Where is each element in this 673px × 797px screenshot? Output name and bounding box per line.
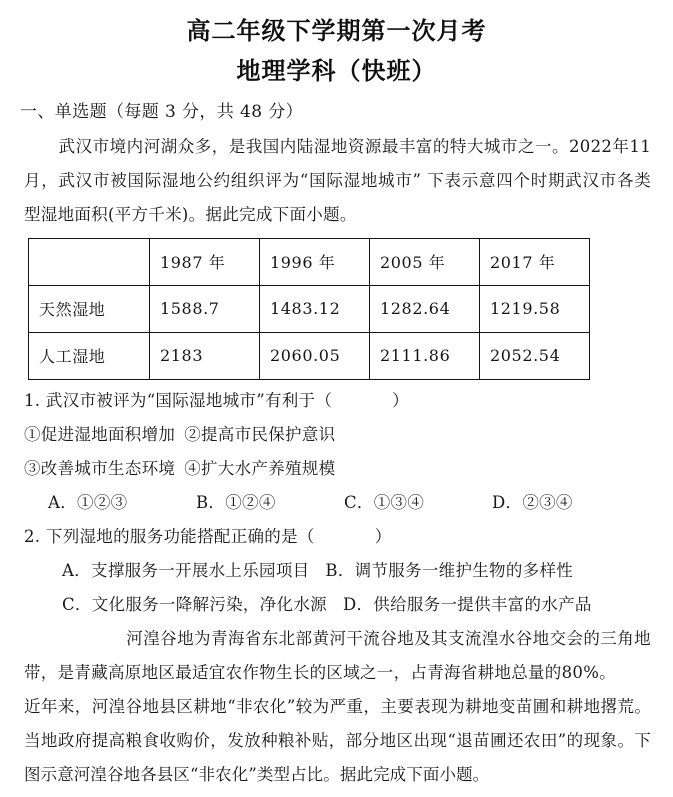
option-b[interactable]: B．调节服务一维护生物的多样性 [325, 560, 574, 580]
option-c[interactable]: C．①③④ [344, 492, 425, 512]
table-column-header: 2005 年 [370, 238, 480, 285]
question-1-stem [18, 384, 655, 418]
question-1-number: 1. [24, 390, 41, 410]
question-1-statements-line-1 [18, 418, 655, 452]
question-1-stem-close: ） [392, 390, 409, 410]
passage-wetland: 武汉市境内河湖众多，是我国内陆湿地资源最丰富的特大城市之一。2022年11月，武汉市被国际湿地公约组织评为“国际湿地城市” 下表示意四个时期武汉市各类型湿地面积(平方千米)。据此完成下面小题。 [24, 136, 651, 224]
wetland-area-table-wrapper [28, 238, 588, 380]
passage-hehuang-part1: 河湟谷地为青海省东北部黄河干流谷地及其支流湟水谷地交会的三角地带，是青藏高原地区最适宜农作物生长的区域之一，占青海省耕地总量的80%。 [24, 628, 651, 682]
question-2-stem-close: ） [374, 526, 392, 546]
option-d[interactable]: D．②③④ [492, 492, 573, 512]
question-1-text: 武汉市被评为“国际湿地城市”有利于（ [45, 390, 333, 410]
statement-item: ①促进湿地面积增加 [24, 424, 176, 444]
wetland-area-table [28, 238, 590, 380]
option-b[interactable]: B．①②④ [196, 492, 276, 512]
section-heading: 一、单选题（每题 3 分，共 48 分） [20, 102, 304, 122]
table-row-label: 天然湿地 [29, 285, 150, 332]
page-title: 高二年级下学期第一次月考 [186, 17, 487, 45]
table-cell: 1483.12 [260, 285, 370, 332]
table-cell: 2183 [150, 332, 260, 379]
question-2-text: 下列湿地的服务功能搭配正确的是（ [45, 526, 315, 546]
question-2-options-row-2 [18, 588, 655, 622]
table-row-label: 人工湿地 [29, 332, 150, 379]
table-cell: 2052.54 [480, 332, 590, 379]
exam-paper-page [0, 16, 673, 797]
table-column-header: 2017 年 [480, 238, 590, 285]
option-a[interactable]: A．支撑服务一开展水上乐园项目 [62, 560, 310, 580]
table-cell: 2060.05 [260, 332, 370, 379]
table-header-row [29, 238, 590, 285]
statement-item: ②提高市民保护意识 [184, 424, 336, 444]
table-corner-cell [29, 238, 150, 285]
option-c[interactable]: C．文化服务一降解污染，净化水源 [62, 594, 327, 614]
question-1-options [18, 486, 655, 520]
question-1-statements-line-2 [18, 452, 655, 486]
table-cell: 1282.64 [370, 285, 480, 332]
table-cell: 1219.58 [480, 285, 590, 332]
statement-item: ④扩大水产养殖规模 [184, 458, 336, 478]
table-column-header: 1996 年 [260, 238, 370, 285]
option-a[interactable]: A．①②③ [48, 492, 128, 512]
table-column-header: 1987 年 [150, 238, 260, 285]
option-d[interactable]: D．供给服务一提供丰富的水产品 [342, 594, 592, 614]
question-2-number: 2. [24, 526, 41, 546]
table-cell: 1588.7 [150, 285, 260, 332]
question-2-stem [18, 520, 655, 554]
page-subtitle: 地理学科（快班） [236, 57, 437, 85]
table-row [29, 332, 590, 379]
passage-hehuang-part2: 近年来，河湟谷地县区耕地“非农化”较为严重，主要表现为耕地变苗圃和耕地撂荒。当地政府提高粮食收购价，发放种粮补贴，部分地区出现“退苗圃还农田”的现象。下图示意河湟谷地各县区“非农化”类型占比。据此完成下面小题。 [24, 696, 651, 784]
statement-item: ③改善城市生态环境 [24, 458, 176, 478]
table-cell: 2111.86 [370, 332, 480, 379]
question-2-options-row-1 [18, 554, 655, 588]
table-row [29, 285, 590, 332]
